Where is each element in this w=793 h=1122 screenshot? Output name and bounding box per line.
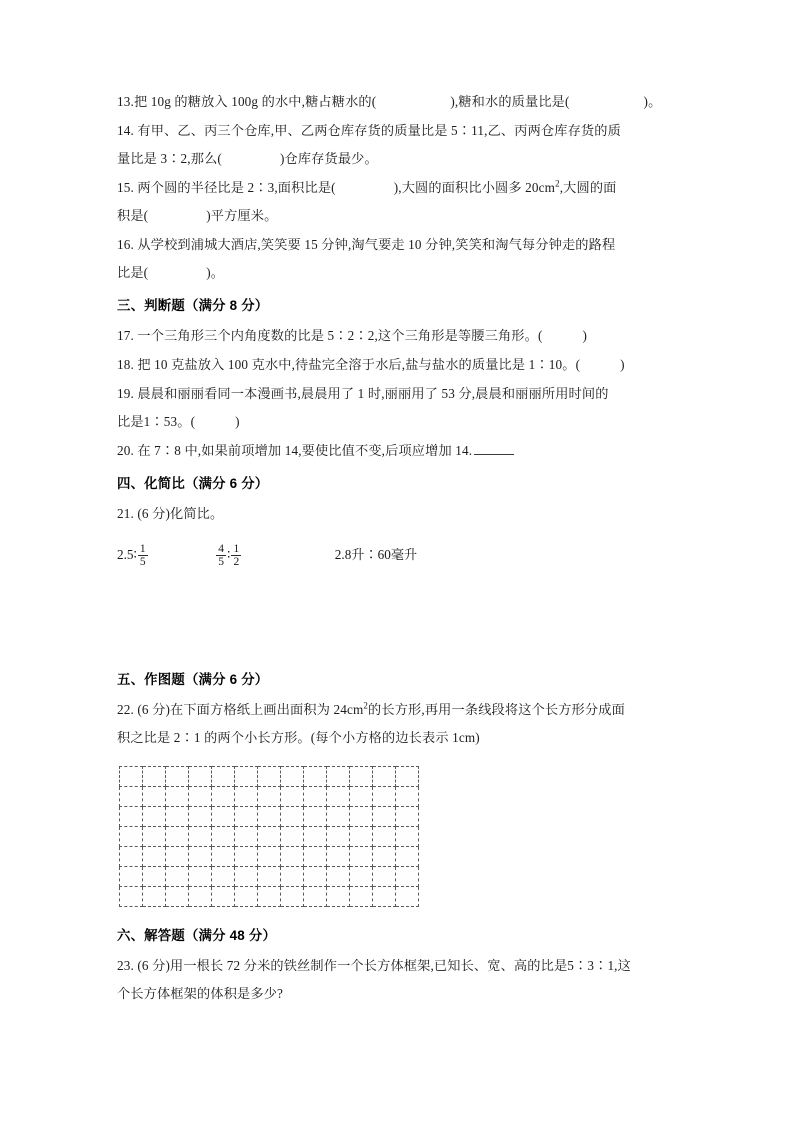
section-heading-four: 四、化简比（满分 6 分） xyxy=(117,476,269,491)
question-13-text-b: ),糖和水的质量比是( xyxy=(450,94,570,109)
question-23 xyxy=(117,952,687,1008)
question-16-line2-b: )。 xyxy=(206,265,225,280)
question-19-line2-a: 比是1∶53。( xyxy=(117,414,196,429)
section-heading-six: 六、解答题（满分 48 分） xyxy=(117,927,277,943)
question-21-expressions xyxy=(117,534,687,575)
question-15-line1-a: 两个圆的半径比是 2∶3,面积比是( xyxy=(137,180,336,195)
grid-bottom-spacer xyxy=(117,907,687,917)
expression-1-left: 2.5∶ xyxy=(117,546,137,562)
question-13-number: 13. xyxy=(117,94,134,109)
grid-cell[interactable] xyxy=(350,806,373,826)
expression-2-numerator-a: 4 xyxy=(218,542,225,555)
grid-cell[interactable] xyxy=(258,826,281,846)
expression-1-numerator: 1 xyxy=(139,542,146,555)
grid-cell[interactable] xyxy=(189,846,212,866)
question-15-superscript: 2 xyxy=(555,178,560,189)
question-21-prefix: (6 分)化简比。 xyxy=(137,506,224,521)
grid-cell[interactable] xyxy=(189,806,212,826)
question-22-line1-b: 的长方形,再用一条线段将这个长方形分成面 xyxy=(368,701,625,717)
grid-cell[interactable] xyxy=(396,846,419,866)
question-19-number: 19. xyxy=(117,386,134,401)
grid-cell[interactable] xyxy=(166,806,189,826)
grid-cell[interactable] xyxy=(120,846,143,866)
grid-cell[interactable] xyxy=(120,866,143,886)
question-17 xyxy=(117,322,687,350)
grid-cell[interactable] xyxy=(304,846,327,866)
grid-cell[interactable] xyxy=(166,826,189,846)
grid-cell[interactable] xyxy=(350,766,373,786)
grid-cell[interactable] xyxy=(350,826,373,846)
grid-cell[interactable] xyxy=(304,766,327,786)
grid-cell[interactable] xyxy=(281,886,304,906)
grid-cell[interactable] xyxy=(396,886,419,906)
question-15-line1-c: ,大圆的面 xyxy=(559,180,617,195)
grid-row xyxy=(120,806,419,826)
question-17-text-b: ) xyxy=(582,328,588,343)
grid-cell[interactable] xyxy=(212,826,235,846)
question-14-line2-b: )仓库存货最少。 xyxy=(279,151,378,166)
question-22-number: 22. xyxy=(117,701,134,717)
grid-cell[interactable] xyxy=(189,826,212,846)
work-space-area xyxy=(117,575,687,661)
grid-cell[interactable] xyxy=(120,826,143,846)
grid-cell[interactable] xyxy=(258,866,281,886)
grid-cell[interactable] xyxy=(373,826,396,846)
grid-cell[interactable] xyxy=(235,826,258,846)
grid-cell[interactable] xyxy=(258,846,281,866)
grid-cell[interactable] xyxy=(143,846,166,866)
grid-cell[interactable] xyxy=(166,846,189,866)
grid-cell[interactable] xyxy=(189,886,212,906)
grid-table[interactable] xyxy=(119,766,419,907)
question-20-text: 在 7∶8 中,如果前项增加 14,要使比值不变,后项应增加 14. xyxy=(137,443,473,458)
grid-cell[interactable] xyxy=(258,766,281,786)
grid-cell[interactable] xyxy=(120,806,143,826)
expression-2-numerator-b: 1 xyxy=(233,542,240,555)
grid-cell[interactable] xyxy=(212,886,235,906)
grid-cell[interactable] xyxy=(189,766,212,786)
grid-cell[interactable] xyxy=(373,786,396,806)
grid-cell[interactable] xyxy=(212,786,235,806)
expression-1 xyxy=(117,535,149,575)
grid-cell[interactable] xyxy=(396,866,419,886)
grid-cell[interactable] xyxy=(327,886,350,906)
page-content xyxy=(117,88,687,1008)
question-14-number: 14. xyxy=(117,123,134,138)
grid-cell[interactable] xyxy=(327,806,350,826)
grid-cell[interactable] xyxy=(373,766,396,786)
grid-row xyxy=(120,786,419,806)
grid-cell[interactable] xyxy=(166,766,189,786)
question-14-line2-a: 量比是 3∶2,那么( xyxy=(117,151,222,166)
grid-cell[interactable] xyxy=(166,786,189,806)
question-20 xyxy=(117,437,687,465)
grid-cell[interactable] xyxy=(166,886,189,906)
grid-cell[interactable] xyxy=(327,826,350,846)
grid-row xyxy=(120,866,419,886)
grid-cell[interactable] xyxy=(143,886,166,906)
expression-1-denominator: 5 xyxy=(139,555,146,568)
grid-cell[interactable] xyxy=(235,866,258,886)
section-heading-five: 五、作图题（满分 6 分） xyxy=(117,671,269,687)
grid-cell[interactable] xyxy=(143,866,166,886)
question-15-number: 15. xyxy=(117,180,134,195)
grid-cell[interactable] xyxy=(281,766,304,786)
grid-cell[interactable] xyxy=(396,766,419,786)
expression-2-denominator-b: 2 xyxy=(233,555,240,568)
grid-cell[interactable] xyxy=(235,766,258,786)
grid-cell[interactable] xyxy=(304,866,327,886)
grid-cell[interactable] xyxy=(396,826,419,846)
expression-2 xyxy=(215,535,242,575)
question-17-number: 17. xyxy=(117,328,134,343)
question-15 xyxy=(117,174,687,230)
grid-cell[interactable] xyxy=(350,866,373,886)
grid-cell[interactable] xyxy=(120,766,143,786)
expression-1-fraction xyxy=(138,543,148,569)
grid-cell[interactable] xyxy=(120,886,143,906)
grid-cell[interactable] xyxy=(212,866,235,886)
grid-cell[interactable] xyxy=(212,846,235,866)
question-23-line2: 个长方体框架的体积是多少? xyxy=(117,985,284,1001)
expression-2-fraction-a xyxy=(216,543,226,569)
question-15-line1-b: ),大圆的面积比小圆多 20cm xyxy=(393,180,556,195)
question-19-line1: 晨晨和丽丽看同一本漫画书,晨晨用了 1 时,丽丽用了 53 分,晨晨和丽丽所用时间的 xyxy=(137,386,609,401)
grid-cell[interactable] xyxy=(235,886,258,906)
grid-cell[interactable] xyxy=(189,786,212,806)
question-21 xyxy=(117,500,687,528)
grid-row xyxy=(120,846,419,866)
grid-cell[interactable] xyxy=(327,786,350,806)
grid-cell[interactable] xyxy=(350,846,373,866)
grid-cell[interactable] xyxy=(373,846,396,866)
grid-cell[interactable] xyxy=(350,886,373,906)
question-16-line2-a: 比是( xyxy=(117,265,149,280)
grid-cell[interactable] xyxy=(304,826,327,846)
question-23-line1: (6 分)用一根长 72 分米的铁丝制作一个长方体框架,已知长、宽、高的比是5∶3∶1,这 xyxy=(137,957,631,973)
grid-cell[interactable] xyxy=(235,786,258,806)
expression-3: 2.8升∶60毫升 xyxy=(334,546,418,562)
question-18 xyxy=(117,351,687,379)
grid-cell[interactable] xyxy=(120,786,143,806)
question-22-line1-a: (6 分)在下面方格纸上画出面积为 24cm xyxy=(137,701,364,717)
expression-2-denominator-a: 5 xyxy=(218,555,225,568)
grid-cell[interactable] xyxy=(373,866,396,886)
question-13 xyxy=(117,88,687,116)
question-16 xyxy=(117,231,687,287)
grid-cell[interactable] xyxy=(327,766,350,786)
grid-cell[interactable] xyxy=(258,806,281,826)
grid-cell[interactable] xyxy=(281,806,304,826)
grid-cell[interactable] xyxy=(327,866,350,886)
grid-cell[interactable] xyxy=(373,806,396,826)
grid-cell[interactable] xyxy=(327,846,350,866)
answer-blank-20[interactable] xyxy=(474,443,514,455)
question-19 xyxy=(117,380,687,436)
grid-cell[interactable] xyxy=(212,766,235,786)
grid-cell[interactable] xyxy=(350,786,373,806)
grid-row xyxy=(120,886,419,906)
expression-2-fraction-b xyxy=(231,543,241,569)
grid-row xyxy=(120,766,419,786)
grid-cell[interactable] xyxy=(235,846,258,866)
grid-cell[interactable] xyxy=(396,806,419,826)
grid-cell[interactable] xyxy=(143,766,166,786)
grid-cell[interactable] xyxy=(235,806,258,826)
grid-cell[interactable] xyxy=(212,806,235,826)
grid-cell[interactable] xyxy=(396,786,419,806)
question-15-line2-a: 积是( xyxy=(117,208,149,223)
grid-cell[interactable] xyxy=(304,806,327,826)
section-heading-three: 三、判断题（满分 8 分） xyxy=(117,298,269,313)
grid-cell[interactable] xyxy=(258,786,281,806)
grid-cell[interactable] xyxy=(281,846,304,866)
question-22 xyxy=(117,696,687,752)
question-13-text-c: )。 xyxy=(643,94,662,109)
question-21-number: 21. xyxy=(117,506,134,521)
question-20-number: 20. xyxy=(117,443,134,458)
square-grid-paper[interactable] xyxy=(119,766,687,907)
grid-body xyxy=(120,766,419,906)
grid-cell[interactable] xyxy=(304,786,327,806)
grid-row xyxy=(120,826,419,846)
expression-2-separator: ∶ xyxy=(227,546,231,562)
grid-cell[interactable] xyxy=(373,886,396,906)
question-23-number: 23. xyxy=(117,957,134,973)
grid-cell[interactable] xyxy=(304,886,327,906)
grid-cell[interactable] xyxy=(281,786,304,806)
grid-cell[interactable] xyxy=(143,826,166,846)
question-18-text-a: 把 10 克盐放入 100 克水中,待盐完全溶于水后,盐与盐水的质量比是 1∶10。( xyxy=(137,357,581,372)
grid-cell[interactable] xyxy=(258,886,281,906)
grid-cell[interactable] xyxy=(281,866,304,886)
question-22-line2: 积之比是 2∶1 的两个小长方形。(每个小方格的边长表示 1cm) xyxy=(117,729,480,745)
grid-cell[interactable] xyxy=(281,826,304,846)
question-14 xyxy=(117,117,687,173)
question-17-text-a: 一个三角形三个内角度数的比是 5∶2∶2,这个三角形是等腰三角形。( xyxy=(137,328,543,343)
question-15-line2-b: )平方厘米。 xyxy=(206,208,278,223)
question-16-number: 16. xyxy=(117,237,134,252)
question-14-line1: 有甲、乙、丙三个仓库,甲、乙两仓库存货的质量比是 5∶11,乙、丙两仓库存货的质 xyxy=(137,123,621,138)
question-18-text-b: ) xyxy=(620,357,625,372)
grid-cell[interactable] xyxy=(143,786,166,806)
question-13-text-a: 把 10g 的糖放入 100g 的水中,糖占糖水的( xyxy=(133,94,377,109)
grid-cell[interactable] xyxy=(189,866,212,886)
grid-cell[interactable] xyxy=(166,866,189,886)
grid-cell[interactable] xyxy=(143,806,166,826)
question-18-number: 18. xyxy=(117,357,134,372)
question-19-line2-b: ) xyxy=(235,414,240,429)
question-22-superscript: 2 xyxy=(363,700,369,711)
question-16-line1: 从学校到浦城大酒店,笑笑要 15 分钟,淘气要走 10 分钟,笑笑和淘气每分钟走的路程 xyxy=(137,237,616,252)
